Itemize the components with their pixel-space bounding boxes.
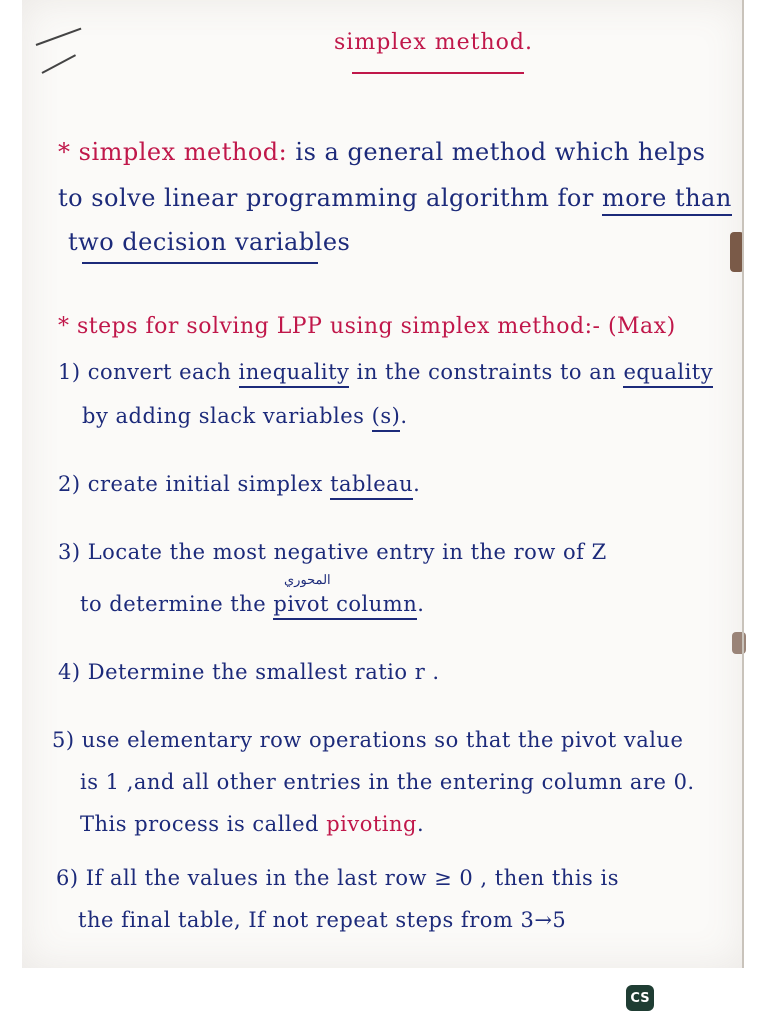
step-text: . xyxy=(417,592,425,616)
step-1-line-2 xyxy=(82,404,408,428)
pen-scratch-mark xyxy=(42,54,76,74)
step-underlined-text: (s) xyxy=(372,404,401,432)
step-text: 3) Locate the most negative entry in the row of Z xyxy=(58,540,607,564)
step-text: 6) If all the values in the last row ≥ 0 , then this is xyxy=(56,866,619,890)
step-5-line-2 xyxy=(80,770,695,794)
step-text: This process is called xyxy=(80,812,319,836)
pen-scratch-mark xyxy=(36,28,82,46)
step-text: 1) convert each xyxy=(58,360,232,384)
step-highlighted-text: pivoting xyxy=(326,812,417,836)
step-5-line-1 xyxy=(52,728,683,752)
step-text: in the constraints to an xyxy=(356,360,617,384)
step-underlined-text: equality xyxy=(623,360,713,388)
step-text: 2) create initial simplex xyxy=(58,472,323,496)
page-edge xyxy=(742,0,744,968)
definition-line-2 xyxy=(58,184,732,212)
step-text: is 1 ,and all other entries in the entering column are 0. xyxy=(80,770,695,794)
arabic-annotation: المحوري xyxy=(284,573,331,588)
title-underline xyxy=(352,72,524,74)
step-text: to determine the xyxy=(80,592,267,616)
steps-heading xyxy=(58,314,676,339)
step-5-line-3 xyxy=(80,812,424,836)
definition-line-3 xyxy=(68,228,350,256)
definition-heading: * simplex method: xyxy=(58,138,288,166)
page-title: simplex method. xyxy=(334,30,533,55)
step-4-line-1 xyxy=(58,660,440,684)
step-3-line-1 xyxy=(58,540,607,564)
definition-text: to solve linear programming algorithm for xyxy=(58,184,594,212)
definition-text: is a general method which helps xyxy=(295,138,706,166)
step-underlined-text: inequality xyxy=(239,360,350,388)
camscanner-logo: CS xyxy=(626,985,654,1011)
step-text: . xyxy=(413,472,421,496)
step-6-line-2 xyxy=(78,908,566,932)
step-text: 5) use elementary row operations so that the pivot value xyxy=(52,728,684,752)
step-3-line-2 xyxy=(80,592,424,616)
notebook-page xyxy=(22,0,744,968)
steps-heading-text: * steps for solving LPP using simplex method:- xyxy=(58,314,601,339)
step-6-line-1 xyxy=(56,866,619,890)
definition-underline xyxy=(82,262,318,264)
definition-text: two decision variables xyxy=(68,228,351,256)
step-text: by adding slack variables xyxy=(82,404,365,428)
definition-line-1 xyxy=(58,138,705,166)
step-2-line-1 xyxy=(58,472,420,496)
steps-heading-suffix: (Max) xyxy=(607,314,676,339)
step-text: . xyxy=(400,404,408,428)
definition-underlined-text: more than xyxy=(602,184,732,216)
step-underlined-text: pivot column xyxy=(273,592,417,620)
step-underlined-text: tableau xyxy=(330,472,413,500)
step-text: the final table, If not repeat steps from 3→5 xyxy=(78,908,567,932)
step-text: . xyxy=(416,812,425,836)
step-1-line-1 xyxy=(58,360,713,384)
step-text: 4) Determine the smallest ratio r . xyxy=(58,660,440,684)
